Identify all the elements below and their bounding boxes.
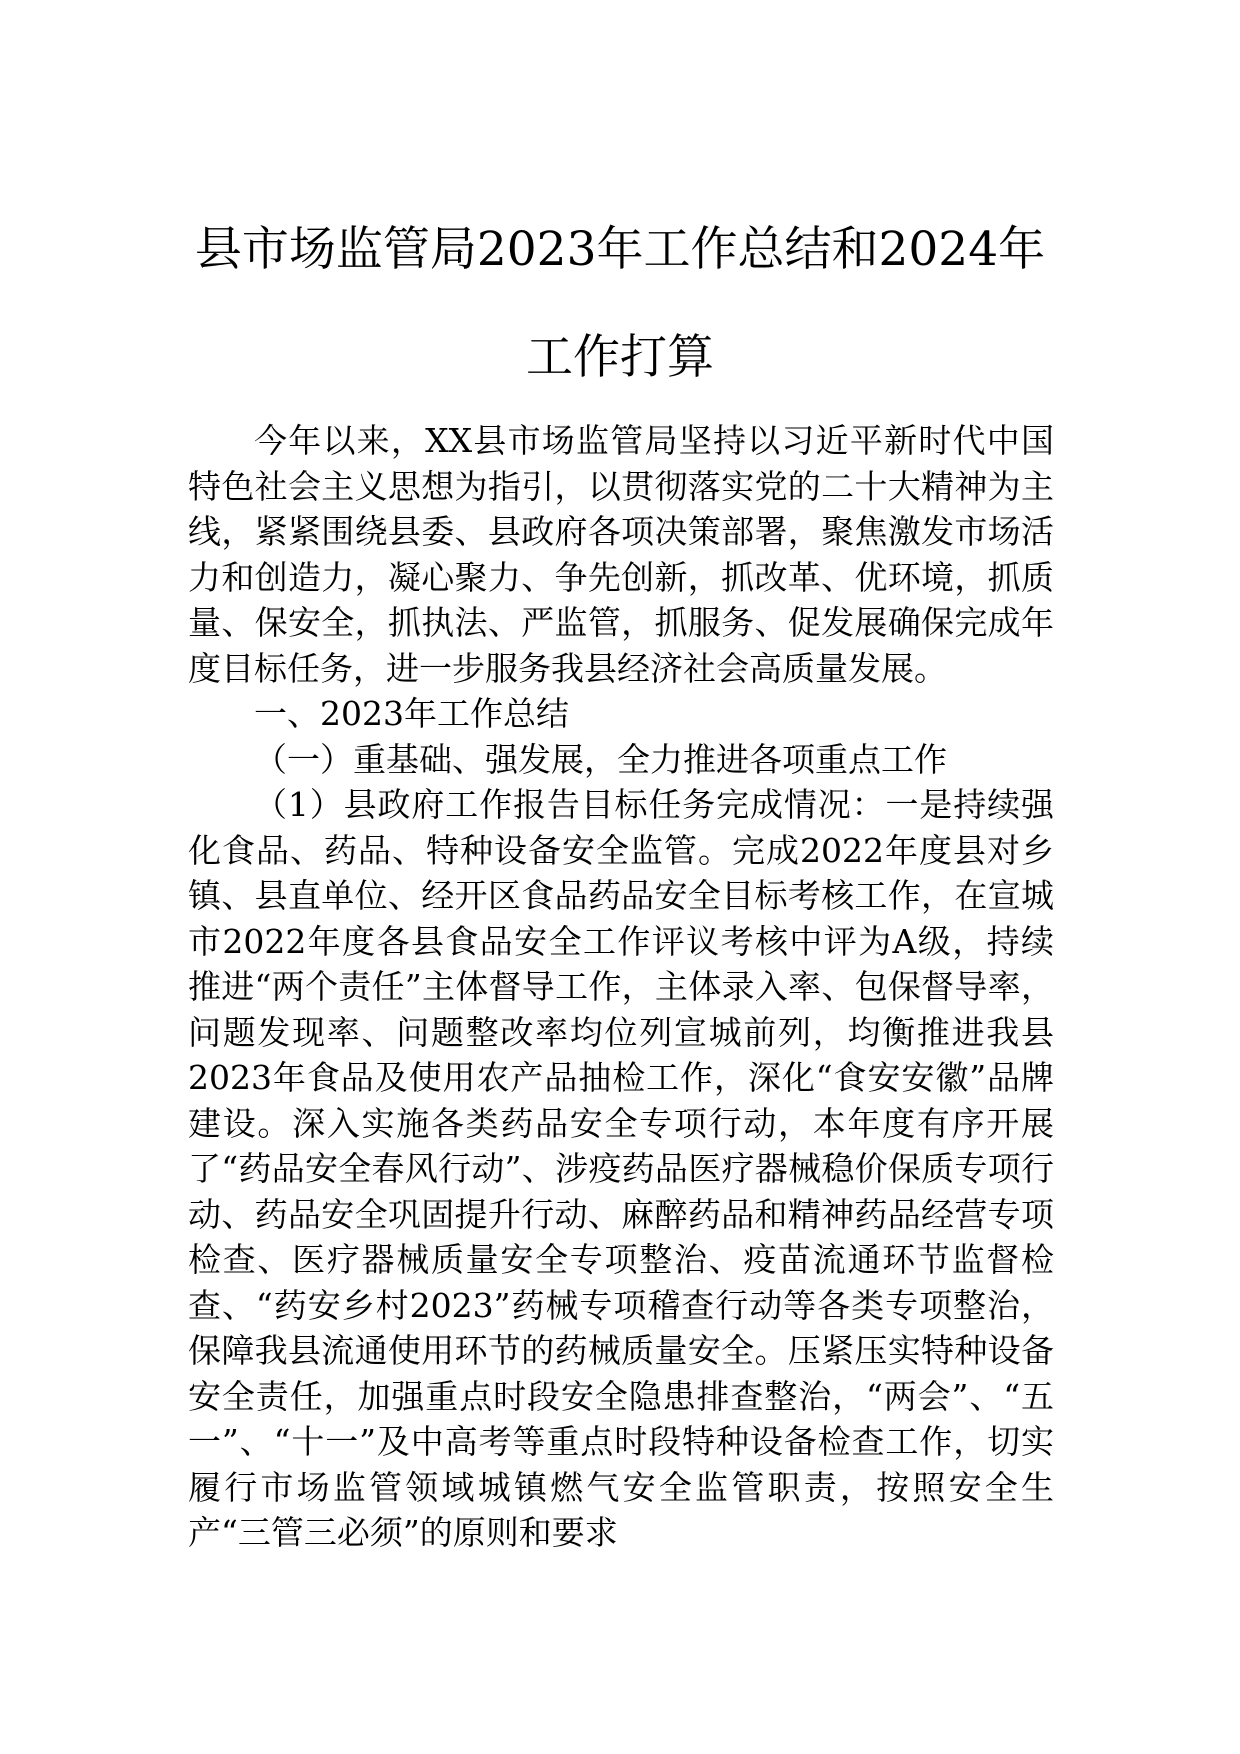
subsection-heading: （一）重基础、强发展，全力推进各项重点工作 bbox=[254, 739, 947, 779]
body-paragraph: （1）县政府工作报告目标任务完成情况：一是持续强化食品、药品、特种设备安全监管。完成2022年度县对乡镇、县直单位、经开区食品药品安全目标考核工作，在宣城市2022年度各县食品安全工作评议考核中评为A级，持续推进“两个责任”主体督导工作，主体录入率、包保督导率，问题发现率、问题整改率均位列宣城前列，均衡推进我县2023年食品及使用农产品抽检工作，深化“食安安徽”品牌建设。深入实施各类药品安全专项行动，本年度有序开展了“药品安全春风行动”、涉疫药品医疗器械稳价保质专项行动、药品安全巩固提升行动、麻醉药品和精神药品经营专项检查、医疗器械质量安全专项整治、疫苗流通环节监督检查、“药安乡村2023”药械专项稽查行动等各类专项整治，保障我县流通使用环节的药械质量安全。压紧压实特种设备安全责任，加强重点时段安全隐患排查整治，“两会”、“五一”、“十一”及中高考等重点时段特种设备检查工作，切实履行市场监管领域城镇燃气安全监管职责，按照安全生产“三管三必须”的原则和要求 bbox=[188, 785, 1054, 1552]
document-title: 县市场监管局2023年工作总结和2024年工作打算 bbox=[194, 222, 1046, 385]
intro-paragraph: 今年以来，XX县市场监管局坚持以习近平新时代中国特色社会主义思想为指引，以贯彻落实党的二十大精神为主线，紧紧围绕县委、县政府各项决策部署，聚焦激发市场活力和创造力，凝心聚力、争先创新，抓改革、优环境，抓质量、保安全，抓执法、严监管，抓服务、促发展确保完成年度目标任务，进一步服务我县经济社会高质量发展。 bbox=[188, 421, 1054, 688]
document-body bbox=[188, 418, 1054, 1556]
section-heading: 一、2023年工作总结 bbox=[254, 694, 569, 733]
